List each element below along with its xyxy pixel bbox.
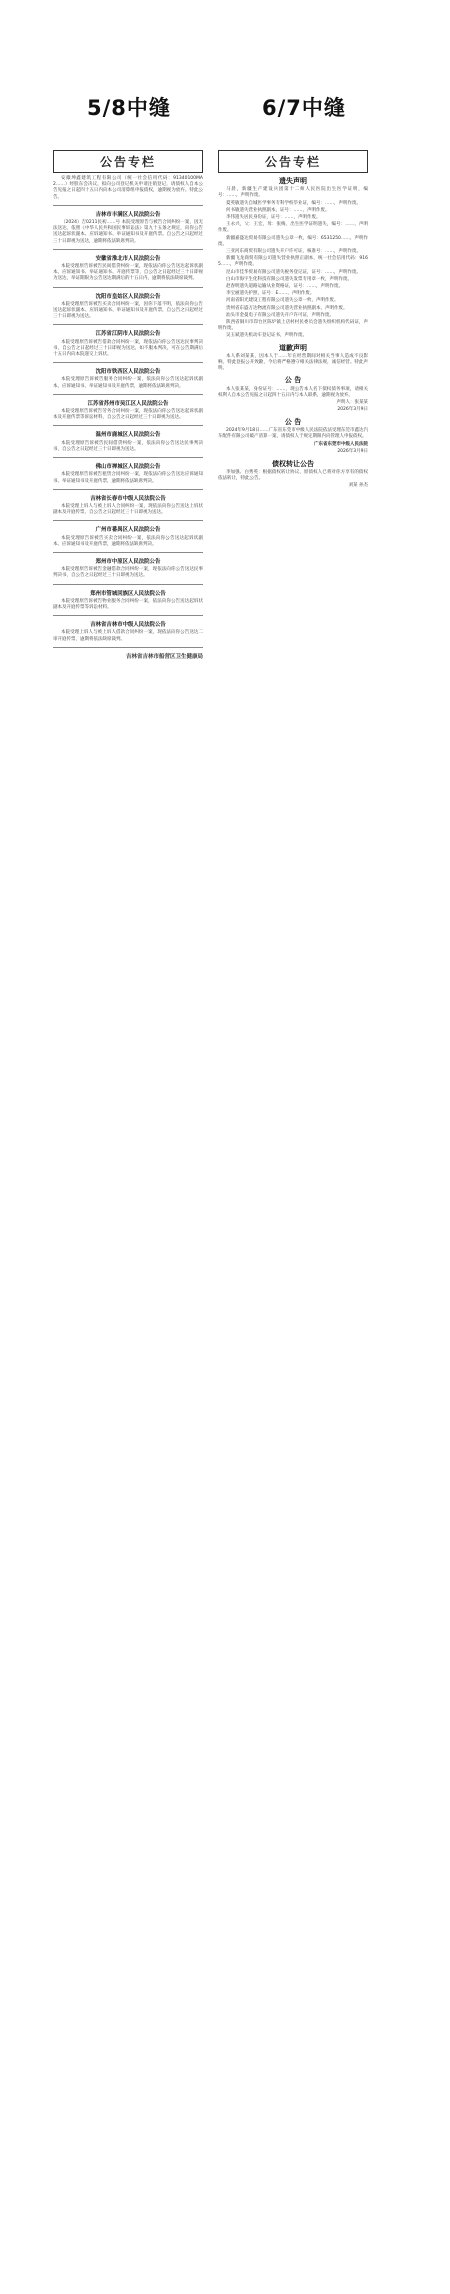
loss-item: 李宝丽遗失护照，证号：E……，声明作废。 [226, 291, 315, 297]
notice-title: 佛山市禅城区人民法院公告 [95, 464, 161, 471]
notice-title: 广州市番禺区人民法院公告 [95, 527, 161, 534]
notice-title: 郑州市中原区人民法院公告 [95, 558, 161, 565]
announce2-date: 2026年3月9日 [337, 449, 368, 455]
notice-text: 安徽坤鑫建筑工程有限公司（统一社会信用代码：91340100MA2……）经股东会决议，拟向公司登记机关申请注销登记，请债权人自本公告见报之日起四十五日内向本公司清算组申报债权，逾期视为放弃。特此公告。 [53, 176, 203, 200]
notice-text: 本院受理原告诉被告借款合同纠纷一案，现依法向你公告送达民事判决书，自公告之日起经过三十日即视为送达，如不服本判决，可在公告期满后十五日内向本院递交上诉状。 [53, 339, 203, 358]
right-column-title: 公告专栏 [218, 150, 368, 173]
left-column-body [53, 176, 203, 660]
left-notice-column [53, 150, 203, 2275]
right-column-heading: 6/7中缝 [262, 96, 346, 120]
notice-item [53, 591, 203, 617]
notice-text: 本院受理原告诉被告民间借贷纠纷一案，现依法向你公告送达起诉状副本、应诉通知书、举证通知书、开庭传票等，自公告之日起经过三十日即视为送达，举证期限为公告送达期满后的十五日内，逾期将依法缺席裁判。 [53, 264, 203, 282]
loss-item: 三亚河东商贸有限公司遗失开户许可证，核准号：……，声明作废。 [226, 249, 361, 255]
notice-text: 本院受理原告诉被告服务合同纠纷一案，依法向你公告送达起诉状副本、应诉通知书、举证通知书及开庭传票，逾期将依法缺席判决。 [53, 377, 203, 389]
announce-text: 本人张某某，身份证号：……，现公告本人名下债权债务事项，请相关权利人自本公告见报之日起四十五日内与本人联系，逾期视为放弃。 [218, 386, 368, 398]
notice-item [53, 212, 203, 250]
notice-item [53, 401, 203, 427]
notice-text: （2024）吉0211民初……号 本院受理原告与被告合同纠纷一案，因无法送达，依照《中华人民共和国民事诉讼法》第九十五条之规定，向你公告送达起诉状副本、应诉通知书、举证通知书及开庭传票。自公告之日起经过三十日即视为送达，逾期将依法缺席判决。 [53, 220, 203, 244]
loss-item: 何书敏遗失营业执照副本，证号：……，声明作废。 [226, 207, 330, 213]
notice-item [53, 331, 203, 363]
notice-item [53, 559, 203, 585]
notice-text: 本院受理上诉人与被上诉人合同纠纷一案，现依法向你公告送达上诉状副本及开庭传票，自公告之日起经过三十日即视为送达。 [53, 503, 203, 516]
announce2-text: 2024年9月18日……广东省东莞市中级人民法院依法受理东莞市鑫达汽车配件有限公司破产清算一案，请债权人于规定期限内向管理人申报债权。 [218, 427, 368, 439]
notice-text: 本院受理原告诉被告买卖合同纠纷一案，依法向你公告送达起诉状副本、应诉通知书及开庭传票，逾期将依法缺席判决。 [53, 535, 203, 547]
loss-item: 新疆飞龙商贸有限公司遗失营业执照正副本，统一社会信用代码：9165……，声明作废。 [218, 256, 368, 268]
notice-text: 本院受理原告诉被告金融借款合同纠纷一案，现依法向你公告送达民事判决书，自公告之日起经过三十日即视为送达。 [53, 567, 203, 579]
loss-item: 王永兴，父：王宏，母：张梅，出生医学证明遗失，编号：……，声明作废。 [218, 222, 368, 234]
notice-item [53, 464, 203, 490]
left-column-title: 公告专栏 [53, 150, 203, 173]
notice-item [53, 294, 203, 326]
loss-item: 汕头市金曼电子有限公司遗失开户许可证，声明作废。 [226, 312, 334, 318]
transfer-text: 李加强、白秀英：根据债权转让协议，原债权人已将对你方享有的债权依法转让，特此公告。 [218, 469, 368, 481]
notice-text: 本院受理原告诉被告买卖合同纠纷一案，因你下落不明，依法向你公告送达起诉状副本、应诉通知书、举证通知书及开庭传票，自公告之日起经过三十日即视为送达。 [53, 301, 203, 320]
notice-title: 沈阳市铁西区人民法院公告 [95, 369, 161, 376]
notice-title: 安徽省淮北市人民法院公告 [95, 255, 161, 262]
loss-item: 夏英敏遗失自城医学事务专科学校毕业证，编号：……，声明作废。 [226, 200, 361, 206]
right-column-body [218, 178, 368, 489]
announce2-section-heading: 公 告 [284, 417, 302, 426]
notice-title: 吉林省长春市中级人民法院公告 [90, 495, 166, 502]
notice-item [53, 622, 203, 648]
announce-date: 2026年3月9日 [337, 407, 368, 413]
notice-text: 本院受理上诉人与被上诉人借款合同纠纷一案，现依法向你公告送达二审开庭传票，逾期将依法缺席裁判。 [53, 630, 203, 642]
notice-item [53, 176, 203, 206]
notice-title: 郑州市管城回族区人民法院公告 [90, 590, 166, 597]
notice-title: 吉林市丰满区人民法院公告 [95, 211, 161, 218]
loss-item: 马晨，新疆生产建设兵团第十二师人民医院出生医学证明，编号：……，声明作废。 [218, 187, 368, 199]
notice-text: 本院受理原告诉被告劳务合同纠纷一案，现依法向你公告送达起诉状副本及开庭传票等诉讼材料，自公告之日起经过三十日即视为送达。 [53, 409, 203, 421]
loss-item: 河南省阳光建设工程有限公司遗失公章一枚，声明作废。 [226, 298, 339, 304]
notice-item [53, 256, 203, 288]
transfer-signer: 刘某 孙杰 [348, 483, 368, 489]
notice-title: 沈阳市皇姑区人民法院公告 [95, 293, 161, 300]
notice-text: 本院受理原告诉被告民间借贷纠纷一案，依法向你公告送达民事判决书，自公告之日起经过三十日即视为送达。 [53, 440, 203, 452]
left-column-heading: 5/8中缝 [87, 96, 171, 120]
notice-title: 吉林省吉林市中级人民法院公告 [90, 622, 166, 629]
loss-items-list [218, 187, 368, 339]
announce-signer: 声明人：张某某 [336, 400, 368, 406]
loss-section-heading: 遗失声明 [279, 177, 307, 185]
loss-item: 陕西省铜川市印台区陈炉镇上店村村民委员会遗失组织机构代码证，声明作废。 [218, 320, 368, 332]
right-notice-column [218, 150, 368, 2275]
left-column-footer: 吉林省吉林市船营区卫生健康局 [125, 653, 203, 660]
notice-title: 江苏省江阴市人民法院公告 [95, 331, 161, 338]
transfer-section-heading: 债权转让公告 [272, 459, 314, 468]
notice-title: 温州市鹿城区人民法院公告 [95, 432, 161, 439]
announce-section-heading: 公 告 [284, 376, 302, 385]
loss-item: 李伟遗失居民身份证，证号：……，声明作废。 [226, 215, 321, 221]
loss-item: 昆山市佳华贸易有限公司遗失税务登记证，证号：……，声明作废。 [226, 269, 361, 275]
notice-item [53, 496, 203, 522]
loss-item: 白山市海宇生化科技有限公司遗失发票专用章一枚，声明作废。 [226, 276, 352, 282]
announce2-court: 广东省东莞市中级人民法院 [314, 442, 368, 448]
loss-item: 新疆嘉盛达贸易有限公司遗失公章一枚，编号：6531250……，声明作废。 [218, 235, 368, 247]
notice-title: 江苏省苏州市吴江区人民法院公告 [87, 400, 169, 407]
notice-text: 本院受理原告诉被告租赁合同纠纷一案，现依法向你公告送达应诉通知书、举证通知书及开庭传票，逾期将依法缺席判决。 [53, 472, 203, 484]
notice-item [53, 432, 203, 458]
loss-item: 赵春明遗失道路运输从业资格证，证号：……，声明作废。 [226, 284, 343, 290]
apology-section-heading: 道歉声明 [279, 343, 307, 352]
notice-item [53, 369, 203, 395]
notice-item [53, 527, 203, 553]
loss-item: 贵州省东盛万达物流有限公司遗失营业执照副本，声明作废。 [226, 305, 348, 311]
loss-item: 吴玉斌遗失机动车登记证书，声明作废。 [226, 333, 307, 339]
notice-text: 本院受理原告诉被告物业服务合同纠纷一案，依法向你公告送达起诉状副本及开庭传票等诉讼材料。 [53, 598, 203, 610]
apology-text: 本人系刘某某，因本人于……年在经营期间对相关当事人造成不良影响，特此登报公开致歉，今后将严格遵守相关法律法规，诚信经营。特此声明。 [218, 353, 368, 372]
